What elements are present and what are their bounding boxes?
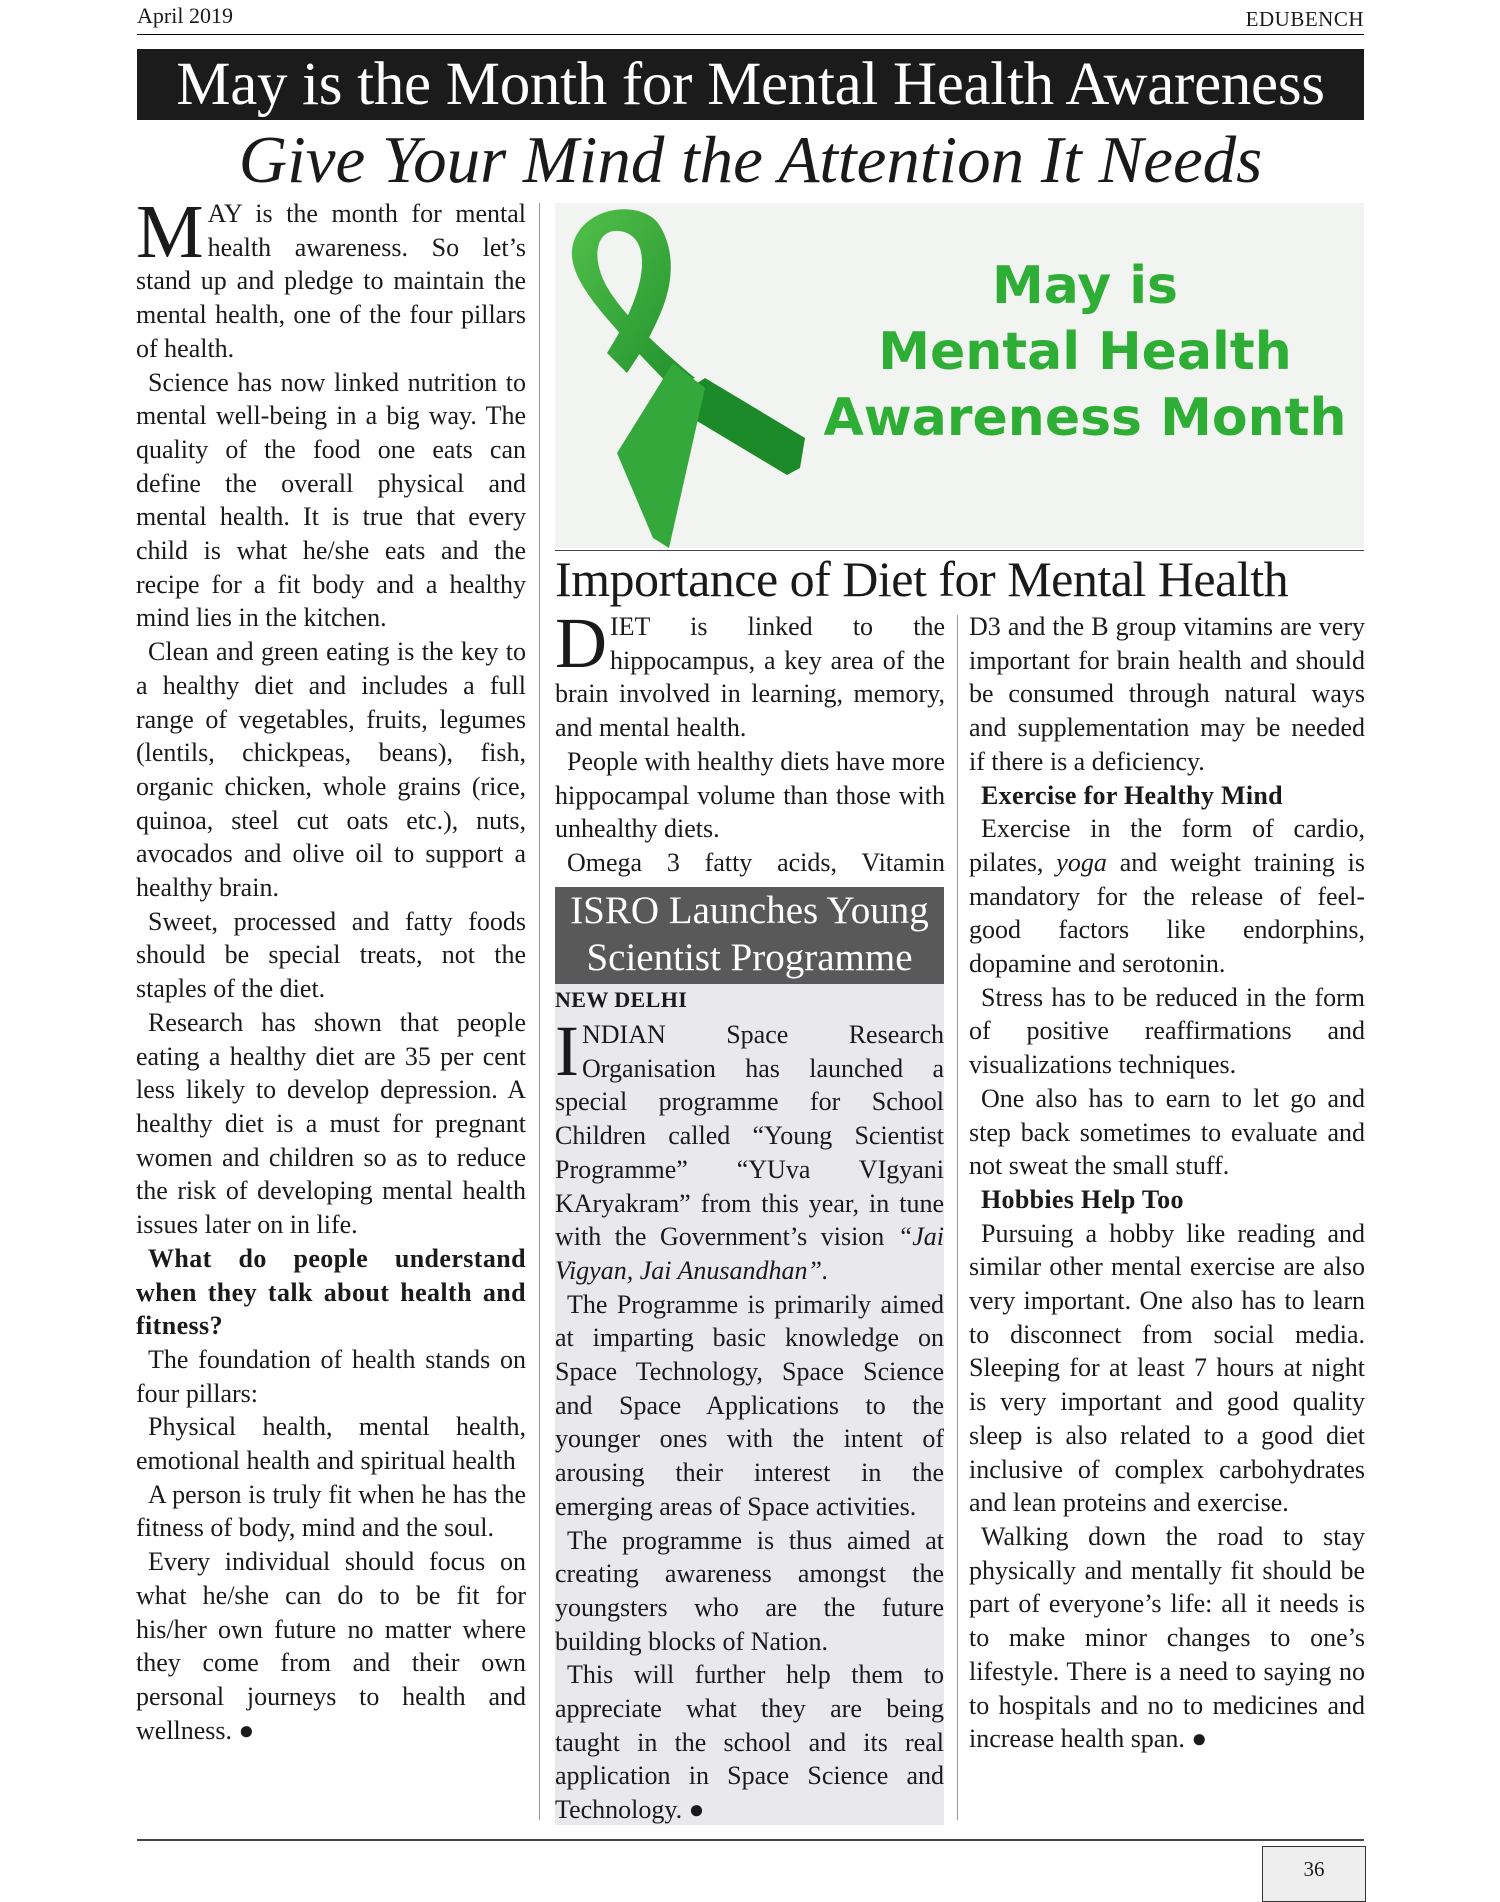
isro-title	[555, 887, 944, 984]
page-number: 36	[1303, 1857, 1325, 1881]
dateline: NEW DELHI	[555, 987, 688, 1012]
article-paragraph: The programme is thus aimed at creating awareness amongst the youngsters who are the future building blocks of Nation.	[555, 1525, 944, 1656]
article-paragraph: D3 and the B group vitamins are very important for brain health and should be consumed through natural ways and supplementation may be needed if there is a deficiency.	[969, 612, 1365, 776]
main-article	[136, 190, 526, 1747]
column-divider	[539, 203, 540, 1820]
isro-article-body	[555, 1011, 945, 1827]
article-paragraph: Science has now linked nutrition to mental well-being in a big way. The quality of the food one eats can define the overall physical and mental health. It is true that every child is what he/she eats and the recipe for a fit body and a healthy mind lies in the kitchen.	[136, 367, 526, 633]
column-divider	[957, 615, 958, 1820]
article-paragraph: Exercise in the form of cardio, pilates, yoga and weight training is mandatory for the release of feel-good factors like endorphins, dopamine and serotonin.	[969, 814, 1366, 979]
poster-line: May is	[991, 256, 1178, 316]
article-lead-paragraph: INDIAN Space Research Organisation has launched a special programme for School Children called “Young Scientist Programme” “YUva VIgyani KAryakram” from this year, in tune with the Government’s vision “Jai Vigyan, Jai Anusandhan”.	[555, 1011, 945, 1285]
article-paragraph: Stress has to be reduced in the form of positive reaffirmations and visualizations techniques.	[969, 982, 1365, 1080]
subheadline: Give Your Mind the Attention It Needs	[238, 123, 1263, 197]
hobbies-heading: Hobbies Help Too	[981, 1184, 1184, 1214]
drop-cap: D	[555, 603, 607, 683]
isro-title-line: ISRO Launches Young	[570, 889, 929, 932]
issue-date: April 2019	[137, 3, 233, 28]
footer-rule	[137, 1839, 1364, 1841]
banner-headline: May is the Month for Mental Health Awareness	[137, 49, 1364, 120]
article-paragraph: Clean and green eating is the key to a healthy diet and includes a full range of vegetables, fruits, legumes (lentils, chickpeas, beans), fish, organic chicken, whole grains (rice, quinoa, steel cut oats etc.), nuts, avocados and olive oil to support a healthy brain.	[136, 637, 526, 903]
article-question-heading: What do people understand when they talk about health and fitness?	[136, 1243, 526, 1341]
article-paragraph: One also has to earn to let go and step back sometimes to evaluate and not sweat the small stuff.	[969, 1083, 1365, 1181]
article-paragraph: Omega 3 fatty acids, Vitamin	[567, 847, 945, 877]
article-paragraph: People with healthy diets have more hippocampal volume than those with unhealthy diets.	[555, 746, 945, 844]
diet-article-right	[969, 610, 1365, 1756]
isro-title-line: Scientist Programme	[586, 936, 913, 979]
article-paragraph: Walking down the road to stay physically and mentally fit should be part of everyone’s life: all it needs is to make minor changes to one’s lifestyle. There is a need to saying no to hospitals and no to medicines and increase health span. ●	[969, 1521, 1365, 1754]
poster-line: Mental Health	[878, 322, 1292, 382]
article-paragraph: Pursuing a hobby like reading and similar other mental exercise are also very important. One also has to learn to disconnect from social media. Sleeping for at least 7 hours at night is very important and good quality sleep is also related to a good diet inclusive of complex carbohydrates and lean proteins and exercise.	[969, 1218, 1365, 1518]
article-paragraph: The foundation of health stands on four pillars:	[136, 1344, 526, 1408]
header-rule	[137, 34, 1364, 35]
publication-name: EDUBENCH	[1245, 7, 1364, 31]
article-lead-paragraph: MAY is the month for mental health awareness. So let’s stand up and pledge to maintain the mental health, one of the four pillars of health.	[136, 190, 526, 363]
drop-cap: M	[136, 190, 204, 274]
article-paragraph: Every individual should focus on what he/she can do to be fit for his/her own future no matter where they come from and their own personal journeys to health and wellness. ●	[136, 1547, 526, 1745]
article-paragraph: This will further help them to appreciate what they are being taught in the school and its real application in Space Science and Technology. ●	[555, 1660, 944, 1825]
article-paragraph: The Programme is primarily aimed at imparting basic knowledge on Space Technology, Space Science and Space Applications to the younger ones with the intent of arousing their interest in the emerging areas of Space activities.	[555, 1289, 944, 1521]
diet-article-left	[555, 603, 945, 880]
drop-cap: I	[555, 1011, 579, 1091]
article-paragraph: A person is truly fit when he has the fitness of body, mind and the soul.	[136, 1479, 526, 1543]
article-paragraph: Sweet, processed and fatty foods should be special treats, not the staples of the diet.	[136, 906, 526, 1004]
poster-line: Awareness Month	[823, 388, 1347, 448]
diet-article-title: Importance of Diet for Mental Health	[555, 551, 1289, 607]
poster-caption	[805, 253, 1365, 451]
article-paragraph: Research has shown that people eating a healthy diet are 35 per cent less likely to develop depression. A healthy diet is a must for pregnant women and children so as to reduce the risk of developing mental health issues later on in life.	[136, 1007, 526, 1240]
article-lead-paragraph: DIET is linked to the hippocampus, a key area of the brain involved in learning, memory, and mental health.	[555, 603, 945, 743]
exercise-heading: Exercise for Healthy Mind	[981, 780, 1283, 810]
article-paragraph: Physical health, mental health, emotional health and spiritual health	[136, 1412, 526, 1476]
